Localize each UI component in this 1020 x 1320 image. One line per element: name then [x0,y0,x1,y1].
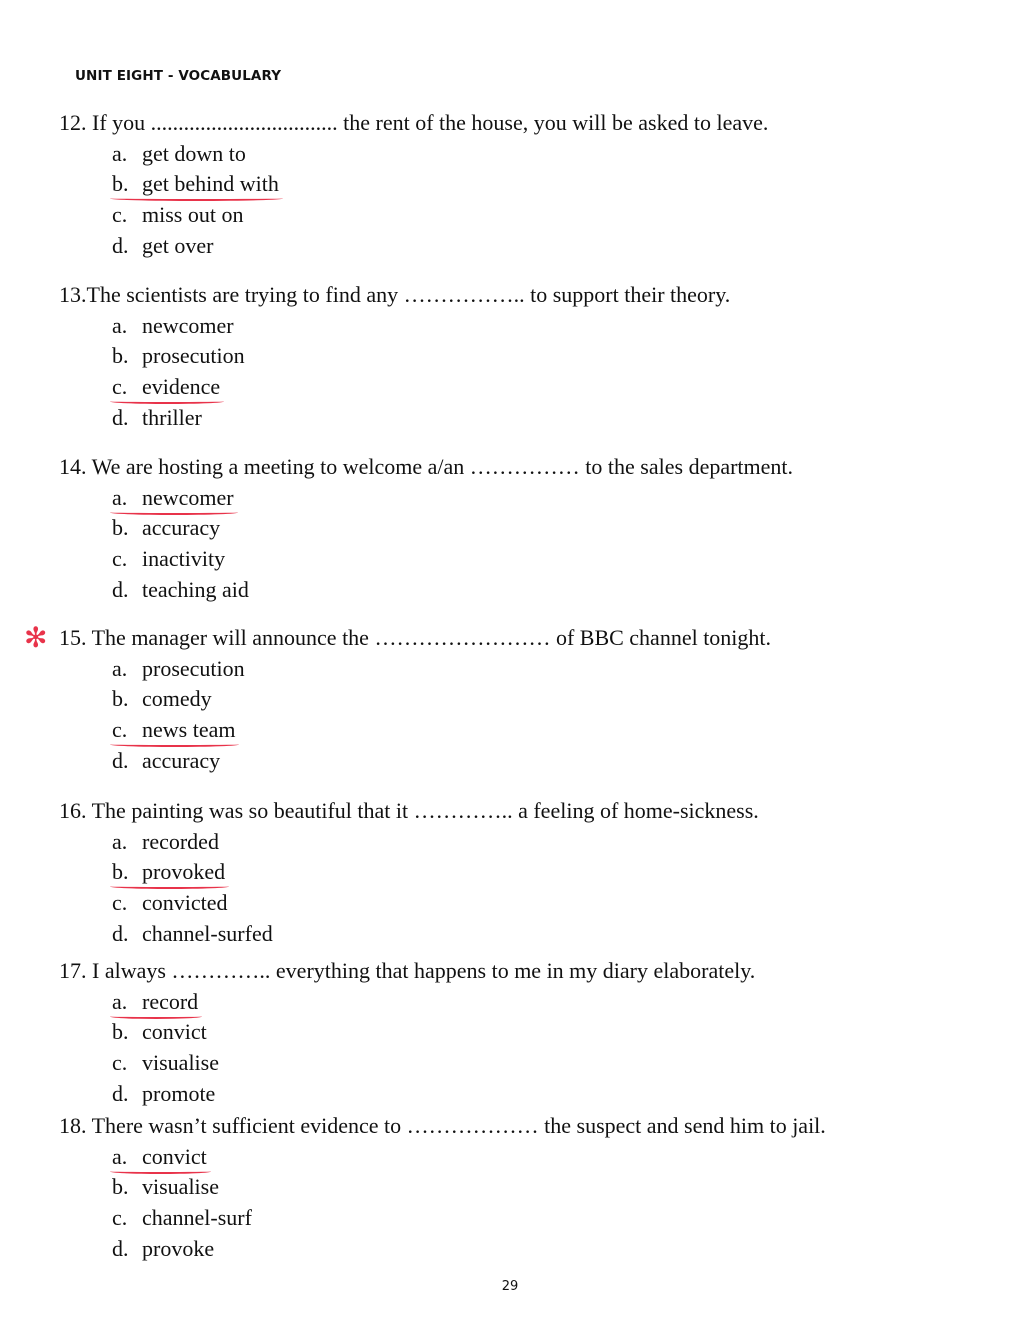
option-letter: b. [112,686,129,712]
option-text: newcomer [142,484,234,510]
question-text: The painting was so beautiful that it ………….. a feeling of home-sickness. [91,798,759,823]
question-number: 18. [59,1113,87,1138]
option-text: promote [142,1080,216,1106]
question-stem [59,796,759,827]
option-text: accuracy [142,515,221,541]
answer-option [112,654,771,685]
question-15 [59,623,771,776]
option-text: channel-surf [142,1205,252,1231]
answer-option [112,746,771,777]
option-letter: a. [112,312,128,338]
question-16 [59,796,759,949]
option-text: newcomer [142,312,234,338]
question-number: 17. [59,958,87,983]
question-number: 14. [59,454,87,479]
question-stem [59,623,771,654]
answer-option [112,544,793,575]
question-14 [59,452,793,605]
option-text: news team [142,717,236,743]
answer-option [112,684,771,715]
answer-option [112,827,759,858]
question-stem [59,956,755,987]
option-letter: d. [112,404,129,430]
option-letter: c. [112,717,128,743]
question-text: The manager will announce the …………………… of BBC channel tonight. [91,625,772,650]
option-letter: d. [112,232,129,258]
answer-option [112,715,771,746]
option-text: recorded [142,828,219,854]
answer-option [112,403,730,434]
answer-option [112,1172,826,1203]
answer-option [112,1048,755,1079]
answer-option [112,231,768,262]
option-letter: b. [112,171,129,197]
red-asterisk-mark-icon: ✻ [24,621,48,654]
answer-option [112,311,730,342]
option-letter: d. [112,576,129,602]
question-number: 15. [59,625,87,650]
option-letter: b. [112,515,129,541]
option-text: miss out on [142,202,244,228]
question-number: 12. [59,110,87,135]
answer-option [112,169,768,200]
option-letter: d. [112,1080,129,1106]
option-text: channel-surfed [142,920,273,946]
option-letter: b. [112,343,129,369]
option-letter: c. [112,1205,128,1231]
option-text: get behind with [142,171,279,197]
question-13 [59,280,730,433]
answer-option [112,372,730,403]
option-letter: d. [112,920,129,946]
option-text: visualise [142,1174,219,1200]
question-text: I always ………….. everything that happens to me in my diary elaborately. [92,958,756,983]
answer-option [112,200,768,231]
question-stem [59,108,768,139]
answer-option [112,1079,755,1110]
answer-option [112,513,793,544]
answer-option [112,483,793,514]
option-text: convict [142,1143,207,1169]
option-letter: c. [112,202,128,228]
option-text: visualise [142,1050,219,1076]
question-text: There wasn’t sufficient evidence to ……………… the suspect and send him to jail. [91,1113,826,1138]
option-text: accuracy [142,747,221,773]
question-text: We are hosting a meeting to welcome a/an …………… to the sales department. [91,454,794,479]
option-text: prosecution [142,343,245,369]
option-letter: a. [112,828,128,854]
question-18 [59,1111,826,1264]
option-letter: c. [112,1050,128,1076]
question-stem [59,280,730,311]
answer-option [112,1142,826,1173]
question-17 [59,956,755,1109]
option-text: convict [142,1019,207,1045]
question-stem [59,1111,826,1142]
option-letter: c. [112,546,128,572]
option-letter: c. [112,374,128,400]
option-letter: a. [112,1143,128,1169]
option-letter: d. [112,1235,129,1261]
option-letter: a. [112,655,128,681]
answer-option [112,919,759,950]
option-text: convicted [142,890,228,916]
option-text: evidence [142,374,221,400]
question-text: If you .................................. the rent of the house, you will be asked to leave. [92,110,769,135]
option-text: get down to [142,140,246,166]
answer-option [112,1203,826,1234]
option-text: provoke [142,1235,215,1261]
option-letter: b. [112,1174,129,1200]
option-text: teaching aid [142,576,249,602]
answer-option [112,139,768,170]
answer-option [112,987,755,1018]
option-letter: b. [112,859,129,885]
answer-option [112,575,793,606]
question-number: 16. [59,798,87,823]
answer-option [112,1017,755,1048]
unit-header: UNIT EIGHT - VOCABULARY [75,68,282,84]
option-text: comedy [142,686,212,712]
answer-option [112,888,759,919]
option-letter: a. [112,988,128,1014]
option-text: get over [142,232,214,258]
answer-option [112,857,759,888]
option-letter: a. [112,484,128,510]
option-letter: b. [112,1019,129,1045]
option-letter: a. [112,140,128,166]
answer-option [112,1234,826,1265]
question-number: 13. [59,282,87,307]
option-text: record [142,988,199,1014]
question-12 [59,108,768,261]
answer-option [112,341,730,372]
option-text: provoked [142,859,226,885]
option-text: prosecution [142,655,245,681]
option-text: inactivity [142,546,226,572]
option-text: thriller [142,404,202,430]
option-letter: d. [112,747,129,773]
question-text: The scientists are trying to find any …………….. to support their theory. [86,282,731,307]
question-stem [59,452,793,483]
page-number: 29 [501,1279,519,1294]
option-letter: c. [112,890,128,916]
